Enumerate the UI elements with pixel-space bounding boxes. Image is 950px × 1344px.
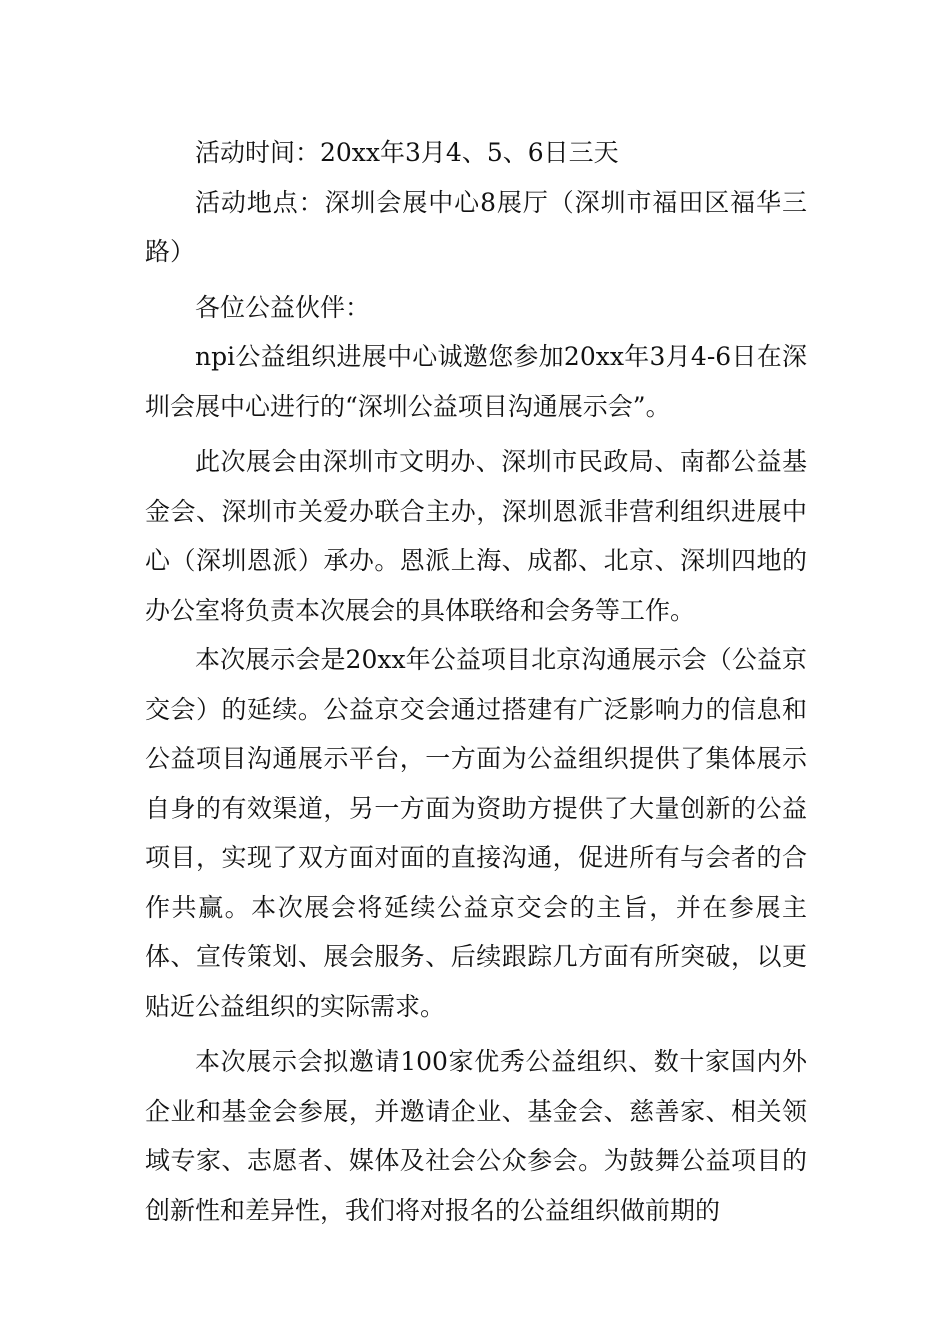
invitation-paragraph: npi公益组织进展中心诚邀您参加20xx年3月4-6日在深圳会展中心进行的“深圳公益项目沟通展示会”。 (145, 342, 807, 421)
organizers-paragraph: 此次展会由深圳市文明办、深圳市民政局、南都公益基金会、深圳市关爱办联合主办，深圳恩派非营利组织进展中心（深圳恩派）承办。恩派上海、成都、北京、深圳四地的办公室将负责本次展会的具体联络和会务等工作。 (145, 447, 807, 625)
salutation-paragraph: 各位公益伙伴： (195, 292, 371, 322)
event-time-paragraph: 活动时间：20xx年3月4、5、6日三天 (195, 138, 619, 167)
event-location-paragraph: 活动地点：深圳会展中心8展厅（深圳市福田区福华三路） (145, 187, 807, 266)
background-paragraph: 本次展示会是20xx年公益项目北京沟通展示会（公益京交会）的延续。公益京交会通过搭建有广泛影响力的信息和公益项目沟通展示平台，一方面为公益组织提供了集体展示自身的有效渠道，另一方面为资助方提供了大量创新的公益项目，实现了双方面对面的直接沟通，促进所有与会者的合作共赢。本次展会将延续公益京交会的主旨，并在参展主体、宣传策划、展会服务、后续跟踪几方面有所突破，以更贴近公益组织的实际需求。 (145, 645, 807, 1021)
document-body (145, 128, 807, 1235)
participants-paragraph: 本次展示会拟邀请100家优秀公益组织、数十家国内外企业和基金会参展，并邀请企业、基金会、慈善家、相关领域专家、志愿者、媒体及社会公众参会。为鼓舞公益项目的创新性和差异性，我们将对报名的公益组织做前期的 (145, 1047, 807, 1225)
